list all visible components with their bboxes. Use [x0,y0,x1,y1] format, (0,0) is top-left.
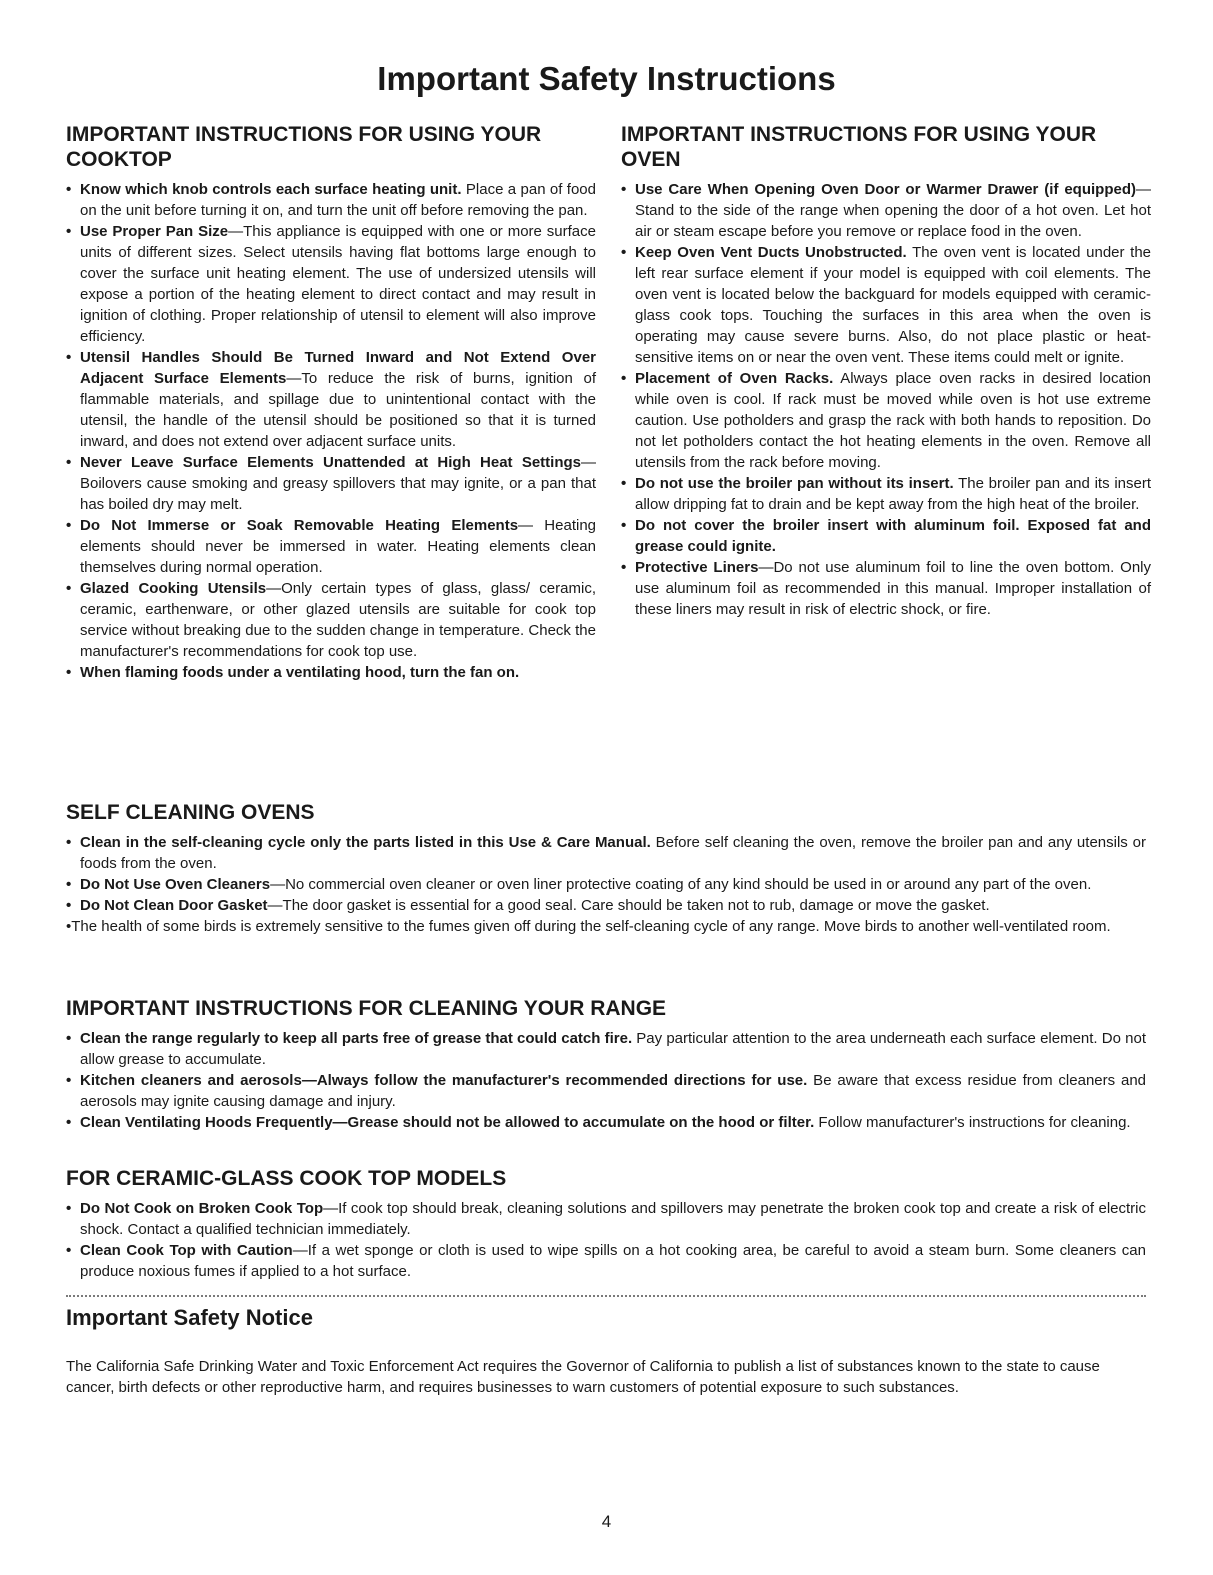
cleaning-range-section [66,996,1146,1133]
list-item: • Do Not Clean Door Gasket—The door gasket is essential for a good seal. Care should be taken not to rub, damage or move the gasket. [66,895,1146,916]
list-item: • Glazed Cooking Utensils—Only certain types of glass, glass/ ceramic, ceramic, earthenware, or other glazed utensils are suitable for cook top service without breaking due to the sudden change in temperature. Check the manufacturer's recommendations for cook top use. [66,578,596,662]
list-item: • Do not use the broiler pan without its insert. The broiler pan and its insert allow dripping fat to drain and be kept away from the high heat of the broiler. [621,473,1151,515]
list-item: • Do Not Immerse or Soak Removable Heating Elements— Heating elements should never be immersed in water. Heating elements clean themselves during normal operation. [66,515,596,578]
list-item: • Use Care When Opening Oven Door or Warmer Drawer (if equipped)—Stand to the side of the range when opening the door of a hot oven. Let hot air or steam escape before you remove or replace food in the oven. [621,179,1151,242]
list-item: •The health of some birds is extremely sensitive to the fumes given off during the self-cleaning cycle of any range. Move birds to another well-ventilated room. [66,918,1111,935]
list-item: • Do not cover the broiler insert with aluminum foil. Exposed fat and grease could ignite. [621,515,1151,557]
list-item: • Do Not Use Oven Cleaners—No commercial oven cleaner or oven liner protective coating of any kind should be used in or around any part of the oven. [66,874,1146,895]
cooktop-list [66,179,596,683]
list-item: • Keep Oven Vent Ducts Unobstructed. The oven vent is located under the left rear surface element if your model is equipped with coil elements. The oven vent is located below the backguard for models equipped with ceramic-glass cook tops. Touching the surfaces in this area when the oven is operating may cause severe burns. Also, do not place plastic or heat-sensitive items on or near the oven vent. These items could melt or ignite. [621,242,1151,368]
list-item: • When flaming foods under a ventilating hood, turn the fan on. [66,662,596,683]
list-item: • Use Proper Pan Size—This appliance is equipped with one or more surface units of different sizes. Select utensils having flat bottoms large enough to cover the surface unit heating element. The use of undersized utensils will expose a portion of the heating element to direct contact and may result in ignition of clothing. Proper relationship of utensil to element will also improve efficiency. [66,221,596,347]
list-item: • Protective Liners—Do not use aluminum foil to line the oven bottom. Only use aluminum foil as recommended in this manual. Improper installation of these liners may result in risk of electric shock, or fire. [621,557,1151,620]
list-item: • Do Not Cook on Broken Cook Top—If cook top should break, cleaning solutions and spillovers may penetrate the broken cook top and create a risk of electric shock. Contact a qualified technician immediately. [66,1198,1146,1240]
list-item: • Clean in the self-cleaning cycle only the parts listed in this Use & Care Manual. Before self cleaning the oven, remove the broiler pan and any utensils or foods from the oven. [66,832,1146,874]
list-item: • Know which knob controls each surface heating unit. Place a pan of food on the unit before turning it on, and turn the unit off before removing the pan. [66,179,596,221]
list-item: • Kitchen cleaners and aerosols—Always follow the manufacturer's recommended directions for use. Be aware that excess residue from cleaners and aerosols may ignite causing damage and injury. [66,1070,1146,1112]
self-cleaning-list [66,832,1146,937]
page-title: Important Safety Instructions [377,60,836,97]
notice-body: The California Safe Drinking Water and Toxic Enforcement Act requires the Governor of California to publish a list of substances known to the state to cause cancer, birth defects or other reproductive harm, and requires businesses to warn customers of potential exposure to such substances. [66,1358,1100,1396]
list-item: • Utensil Handles Should Be Turned Inward and Not Extend Over Adjacent Surface Elements—To reduce the risk of burns, ignition of flammable materials, and spillage due to unintentional contact with the utensil, the handle of the utensil should be positioned so that it is turned inward, and does not extend over adjacent surface units. [66,347,596,452]
cleaning-range-heading: IMPORTANT INSTRUCTIONS FOR CLEANING YOUR RANGE [66,997,667,1020]
list-item: • Clean Ventilating Hoods Frequently—Grease should not be allowed to accumulate on the hood or filter. Follow manufacturer's instructions for cleaning. [66,1112,1146,1133]
oven-section [621,122,1151,620]
oven-heading: IMPORTANT INSTRUCTIONS FOR USING YOUR OVEN [621,123,1097,171]
list-item: • Clean Cook Top with Caution—If a wet sponge or cloth is used to wipe spills on a hot cooking area, be careful to avoid a steam burn. Some cleaners can produce noxious fumes if applied to a hot surface. [66,1240,1146,1282]
list-item: • Clean the range regularly to keep all parts free of grease that could catch fire. Pay particular attention to the area underneath each surface element. Do not allow grease to accumulate. [66,1028,1146,1070]
notice-title: Important Safety Notice [66,1305,313,1330]
self-cleaning-section [66,800,1146,937]
ceramic-section [66,1166,1146,1282]
ceramic-list [66,1198,1146,1282]
list-item: • Never Leave Surface Elements Unattended at High Heat Settings—Boilovers cause smoking and greasy spillovers that may ignite, or a pan that has boiled dry may melt. [66,452,596,515]
ceramic-heading: FOR CERAMIC-GLASS COOK TOP MODELS [66,1167,507,1190]
oven-list [621,179,1151,620]
cleaning-range-list [66,1028,1146,1133]
dotted-divider [66,1295,1146,1297]
page-number: 4 [601,1512,612,1531]
list-item: • Placement of Oven Racks. Always place oven racks in desired location while oven is cool. If rack must be moved while oven is hot use extreme caution. Use potholders and grasp the rack with both hands to reposition. Do not let potholders contact the hot heating elements in the oven. Remove all utensils from the rack before moving. [621,368,1151,473]
cooktop-heading: IMPORTANT INSTRUCTIONS FOR USING YOUR COOKTOP [66,123,542,171]
cooktop-section [66,122,596,683]
self-cleaning-heading: SELF CLEANING OVENS [66,801,315,824]
